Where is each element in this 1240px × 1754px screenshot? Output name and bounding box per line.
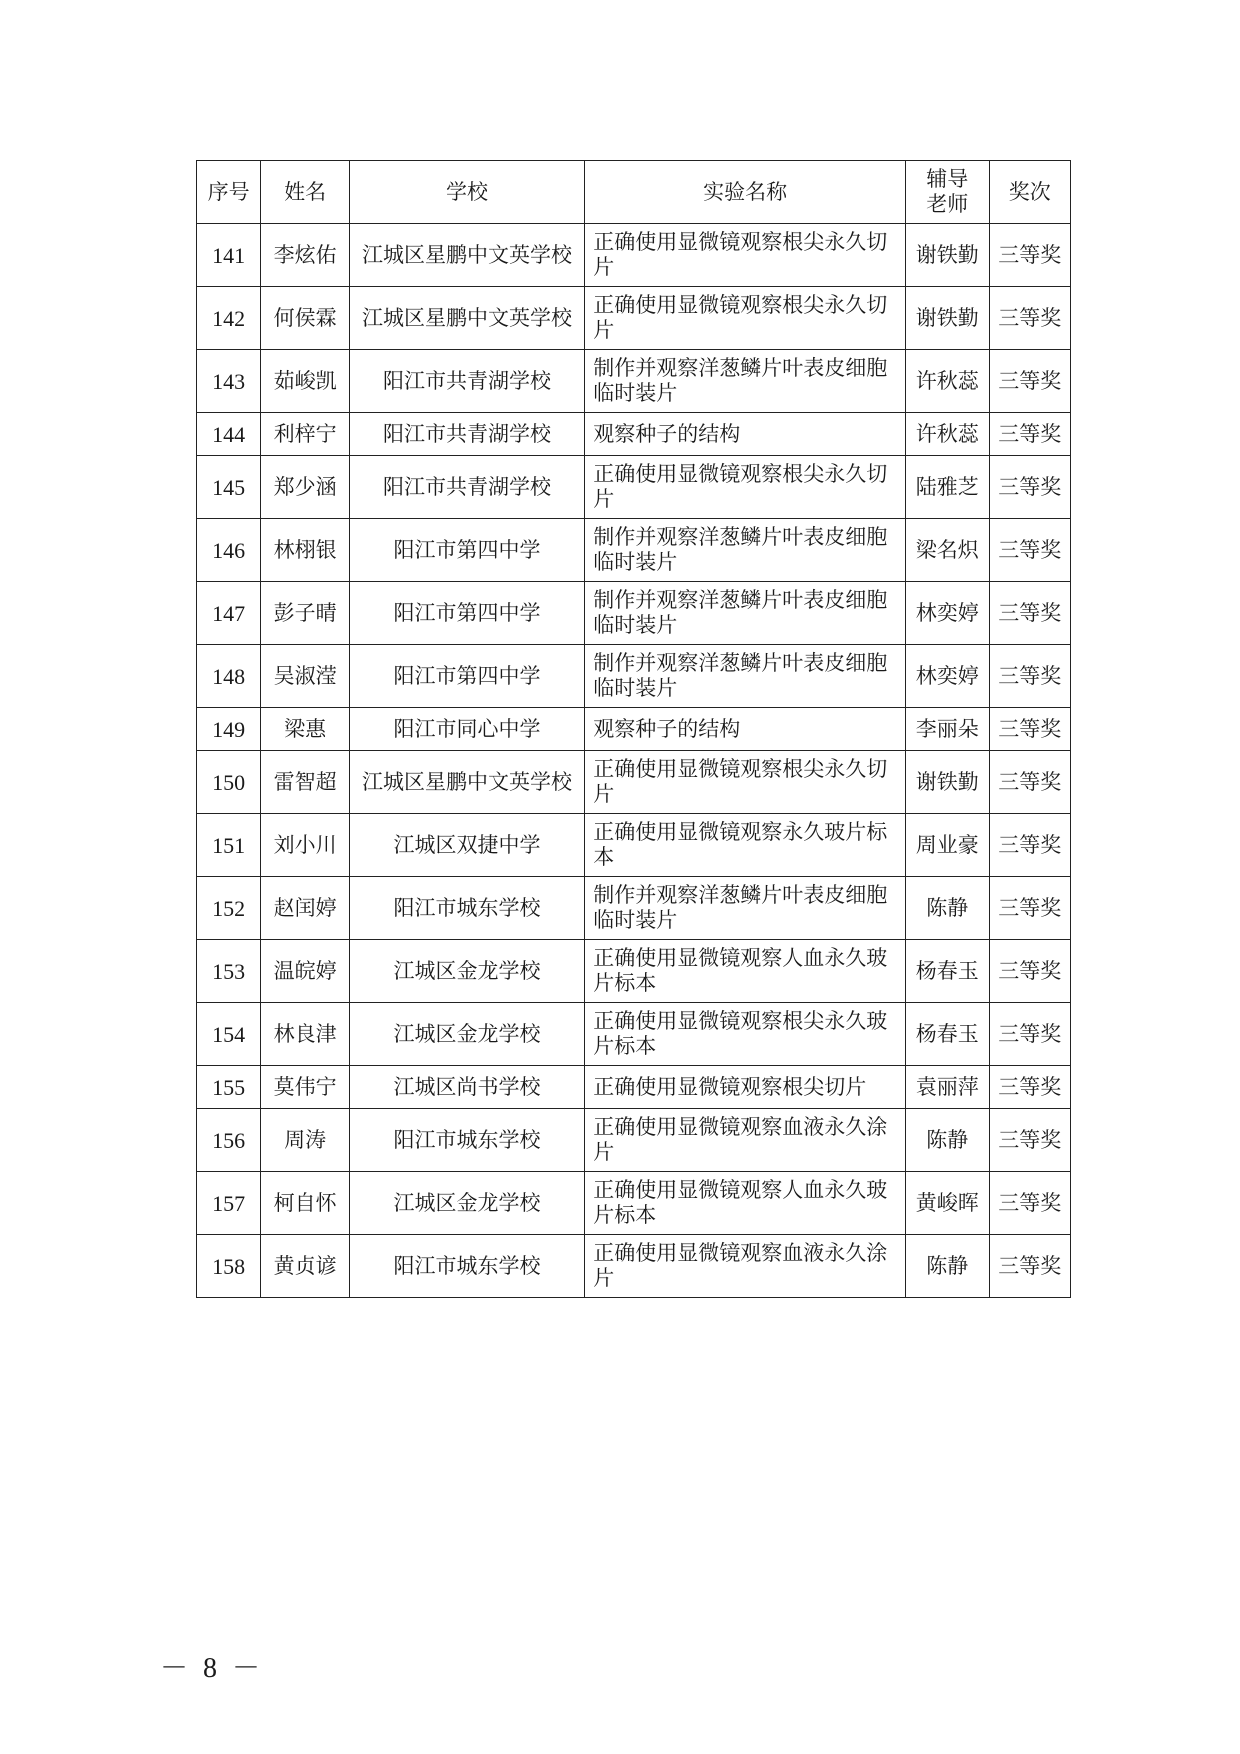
cell-experiment: 正确使用显微镜观察人血永久玻片标本 xyxy=(585,1172,906,1235)
cell-experiment: 观察种子的结构 xyxy=(585,413,906,456)
cell-school: 阳江市第四中学 xyxy=(349,519,584,582)
cell-name: 林栩银 xyxy=(261,519,350,582)
table-row xyxy=(197,1172,1071,1235)
header-award: 奖次 xyxy=(989,161,1071,224)
cell-teacher: 陈静 xyxy=(906,1109,989,1172)
cell-teacher: 周业豪 xyxy=(906,814,989,877)
cell-award: 三等奖 xyxy=(989,350,1071,413)
header-index: 序号 xyxy=(197,161,261,224)
table-row xyxy=(197,582,1071,645)
cell-name: 梁惠 xyxy=(261,708,350,751)
cell-index: 156 xyxy=(197,1109,261,1172)
table-header-row xyxy=(197,161,1071,224)
cell-award: 三等奖 xyxy=(989,224,1071,287)
cell-school: 江城区星鹏中文英学校 xyxy=(349,224,584,287)
cell-school: 江城区双捷中学 xyxy=(349,814,584,877)
cell-award: 三等奖 xyxy=(989,708,1071,751)
cell-name: 刘小川 xyxy=(261,814,350,877)
cell-award: 三等奖 xyxy=(989,751,1071,814)
cell-index: 152 xyxy=(197,877,261,940)
header-teacher: 辅导老师 xyxy=(906,161,989,224)
table-row xyxy=(197,1109,1071,1172)
table-row xyxy=(197,1235,1071,1298)
cell-teacher: 杨春玉 xyxy=(906,1003,989,1066)
cell-award: 三等奖 xyxy=(989,287,1071,350)
cell-teacher: 谢铁勤 xyxy=(906,751,989,814)
cell-experiment: 正确使用显微镜观察血液永久涂片 xyxy=(585,1109,906,1172)
table-row xyxy=(197,877,1071,940)
cell-index: 145 xyxy=(197,456,261,519)
cell-name: 周涛 xyxy=(261,1109,350,1172)
cell-name: 黄贞谚 xyxy=(261,1235,350,1298)
table-row xyxy=(197,940,1071,1003)
page-number: － 8 － xyxy=(160,1653,265,1684)
cell-award: 三等奖 xyxy=(989,1066,1071,1109)
cell-name: 茹峻凯 xyxy=(261,350,350,413)
cell-experiment: 观察种子的结构 xyxy=(585,708,906,751)
cell-name: 郑少涵 xyxy=(261,456,350,519)
table-row xyxy=(197,1066,1071,1109)
cell-name: 雷智超 xyxy=(261,751,350,814)
cell-index: 153 xyxy=(197,940,261,1003)
cell-name: 莫伟宁 xyxy=(261,1066,350,1109)
cell-teacher: 许秋蕊 xyxy=(906,350,989,413)
cell-teacher: 谢铁勤 xyxy=(906,224,989,287)
cell-school: 阳江市共青湖学校 xyxy=(349,456,584,519)
cell-school: 阳江市第四中学 xyxy=(349,645,584,708)
cell-index: 141 xyxy=(197,224,261,287)
cell-award: 三等奖 xyxy=(989,645,1071,708)
cell-school: 江城区星鹏中文英学校 xyxy=(349,751,584,814)
cell-school: 江城区金龙学校 xyxy=(349,940,584,1003)
table-row xyxy=(197,456,1071,519)
table-row xyxy=(197,350,1071,413)
cell-award: 三等奖 xyxy=(989,519,1071,582)
award-table xyxy=(196,160,1071,1298)
cell-school: 阳江市城东学校 xyxy=(349,1109,584,1172)
cell-experiment: 正确使用显微镜观察根尖永久切片 xyxy=(585,751,906,814)
cell-school: 阳江市共青湖学校 xyxy=(349,350,584,413)
cell-experiment: 制作并观察洋葱鳞片叶表皮细胞临时装片 xyxy=(585,877,906,940)
cell-teacher: 梁名炽 xyxy=(906,519,989,582)
cell-index: 155 xyxy=(197,1066,261,1109)
cell-name: 温皖婷 xyxy=(261,940,350,1003)
cell-award: 三等奖 xyxy=(989,1003,1071,1066)
table-row xyxy=(197,413,1071,456)
cell-teacher: 黄峻晖 xyxy=(906,1172,989,1235)
table-row xyxy=(197,814,1071,877)
cell-award: 三等奖 xyxy=(989,814,1071,877)
cell-teacher: 陆雅芝 xyxy=(906,456,989,519)
cell-experiment: 正确使用显微镜观察根尖永久切片 xyxy=(585,456,906,519)
cell-name: 彭子晴 xyxy=(261,582,350,645)
cell-school: 阳江市城东学校 xyxy=(349,1235,584,1298)
cell-school: 阳江市共青湖学校 xyxy=(349,413,584,456)
cell-teacher: 袁丽萍 xyxy=(906,1066,989,1109)
cell-experiment: 正确使用显微镜观察永久玻片标本 xyxy=(585,814,906,877)
table-row xyxy=(197,751,1071,814)
table-row xyxy=(197,1003,1071,1066)
cell-experiment: 制作并观察洋葱鳞片叶表皮细胞临时装片 xyxy=(585,519,906,582)
cell-teacher: 陈静 xyxy=(906,877,989,940)
cell-name: 赵闰婷 xyxy=(261,877,350,940)
cell-award: 三等奖 xyxy=(989,582,1071,645)
cell-teacher: 林奕婷 xyxy=(906,645,989,708)
cell-index: 151 xyxy=(197,814,261,877)
cell-award: 三等奖 xyxy=(989,940,1071,1003)
cell-award: 三等奖 xyxy=(989,456,1071,519)
cell-index: 149 xyxy=(197,708,261,751)
cell-teacher: 陈静 xyxy=(906,1235,989,1298)
cell-award: 三等奖 xyxy=(989,1172,1071,1235)
cell-school: 江城区金龙学校 xyxy=(349,1172,584,1235)
cell-school: 江城区尚书学校 xyxy=(349,1066,584,1109)
cell-experiment: 制作并观察洋葱鳞片叶表皮细胞临时装片 xyxy=(585,350,906,413)
cell-award: 三等奖 xyxy=(989,1109,1071,1172)
cell-school: 江城区星鹏中文英学校 xyxy=(349,287,584,350)
cell-teacher: 许秋蕊 xyxy=(906,413,989,456)
cell-experiment: 制作并观察洋葱鳞片叶表皮细胞临时装片 xyxy=(585,645,906,708)
cell-name: 何侯霖 xyxy=(261,287,350,350)
cell-name: 吴淑滢 xyxy=(261,645,350,708)
cell-school: 阳江市城东学校 xyxy=(349,877,584,940)
cell-index: 158 xyxy=(197,1235,261,1298)
cell-index: 143 xyxy=(197,350,261,413)
cell-teacher: 林奕婷 xyxy=(906,582,989,645)
cell-name: 利梓宁 xyxy=(261,413,350,456)
cell-experiment: 制作并观察洋葱鳞片叶表皮细胞临时装片 xyxy=(585,582,906,645)
header-school: 学校 xyxy=(349,161,584,224)
cell-index: 157 xyxy=(197,1172,261,1235)
table-row xyxy=(197,287,1071,350)
cell-teacher: 杨春玉 xyxy=(906,940,989,1003)
header-experiment: 实验名称 xyxy=(585,161,906,224)
cell-name: 林良津 xyxy=(261,1003,350,1066)
cell-teacher: 谢铁勤 xyxy=(906,287,989,350)
table-row xyxy=(197,519,1071,582)
cell-index: 146 xyxy=(197,519,261,582)
cell-index: 150 xyxy=(197,751,261,814)
table-row xyxy=(197,708,1071,751)
cell-experiment: 正确使用显微镜观察根尖永久玻片标本 xyxy=(585,1003,906,1066)
cell-experiment: 正确使用显微镜观察根尖切片 xyxy=(585,1066,906,1109)
cell-award: 三等奖 xyxy=(989,413,1071,456)
cell-experiment: 正确使用显微镜观察根尖永久切片 xyxy=(585,224,906,287)
cell-experiment: 正确使用显微镜观察血液永久涂片 xyxy=(585,1235,906,1298)
table-row xyxy=(197,224,1071,287)
cell-experiment: 正确使用显微镜观察根尖永久切片 xyxy=(585,287,906,350)
header-name: 姓名 xyxy=(261,161,350,224)
cell-award: 三等奖 xyxy=(989,877,1071,940)
cell-teacher: 李丽朵 xyxy=(906,708,989,751)
table-row xyxy=(197,645,1071,708)
cell-school: 江城区金龙学校 xyxy=(349,1003,584,1066)
cell-school: 阳江市第四中学 xyxy=(349,582,584,645)
cell-index: 142 xyxy=(197,287,261,350)
cell-experiment: 正确使用显微镜观察人血永久玻片标本 xyxy=(585,940,906,1003)
cell-award: 三等奖 xyxy=(989,1235,1071,1298)
cell-index: 148 xyxy=(197,645,261,708)
cell-name: 柯自怀 xyxy=(261,1172,350,1235)
cell-school: 阳江市同心中学 xyxy=(349,708,584,751)
cell-index: 144 xyxy=(197,413,261,456)
cell-index: 154 xyxy=(197,1003,261,1066)
table-body xyxy=(197,224,1071,1298)
cell-index: 147 xyxy=(197,582,261,645)
cell-name: 李炫佑 xyxy=(261,224,350,287)
